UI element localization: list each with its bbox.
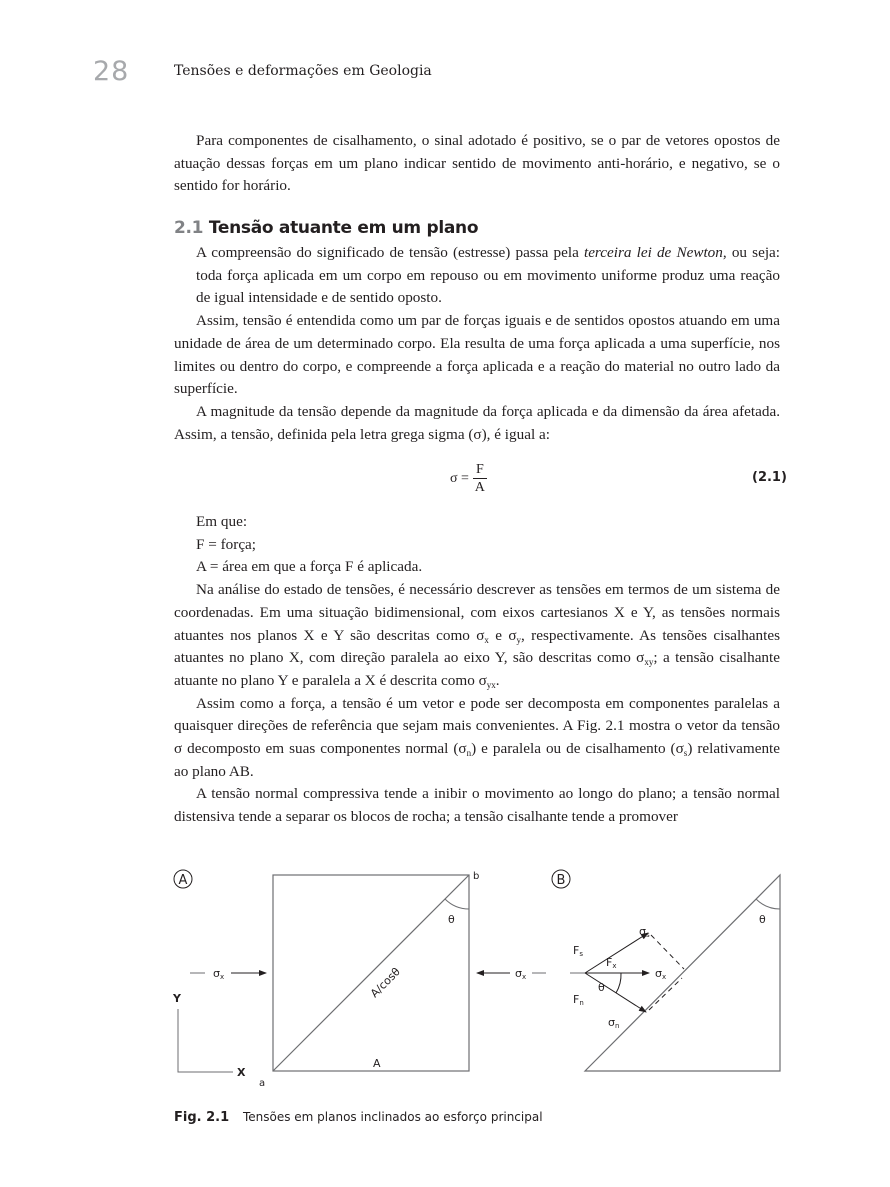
sigma-x-right: σx (515, 967, 527, 981)
panel-a-label: A (178, 873, 188, 888)
shear-vector (585, 933, 648, 973)
definition-item: A = área em que a força F é aplicada. (196, 558, 423, 576)
paragraph-text: ) relativamente ao plano AB. (174, 740, 780, 780)
sigma-n-label: σn (608, 1016, 620, 1030)
subscript: y (516, 634, 522, 645)
subscript: yx (486, 679, 496, 690)
paragraph-text: ; a tensão cisalhante atuante no plano Y e paralela a X é descrita como σ (174, 649, 780, 689)
section-number: 2.1 (174, 218, 204, 238)
f-n-label: Fn (573, 993, 584, 1007)
definitions-and-body (174, 511, 780, 829)
paragraph-text: Na análise do estado de tensões, é necessário descrever as tensões em termos de um sistema de coordenadas. Em uma situação bidimensional, com eixos cartesianos X e Y, as tensões normais atuantes nos planos X e Y são descritas como σ (174, 581, 780, 644)
theta-arc (445, 899, 469, 909)
subscript: xy (644, 657, 654, 668)
figure-caption (174, 1110, 543, 1125)
paragraph-text: Assim como a força, a tensão é um vetor e pode ser decomposta em componentes paralelas a quaisquer direções de referência que sejam mais convenientes. A Fig. 2.1 mostra o vetor da tensão σ decomposto em suas componentes normal (σ (174, 694, 780, 758)
axes-icon (178, 1009, 233, 1072)
corner-a-label: a (259, 1078, 266, 1089)
paragraph-text: , ou seja: toda força aplicada em um corpo em repouso ou em movimento uniforme produz uma reação de igual intensidade e de sentido oposto. (196, 244, 780, 307)
base-label: A (373, 1057, 381, 1070)
theta-vector-label: θ (598, 981, 605, 994)
equation-2-1 (450, 462, 487, 496)
definition-item: F = força; (196, 535, 257, 553)
diagonal-label: A/cosθ (367, 965, 403, 1001)
sigma-x-left: σx (213, 967, 225, 981)
stress-diagram (165, 860, 790, 1100)
paragraph-newton (174, 242, 780, 310)
definitions-intro: Em que: (196, 513, 248, 530)
sigma-x-label: σx (655, 967, 667, 981)
panel-a (172, 870, 546, 1089)
section-title: Tensão atuante em um plano (208, 218, 479, 238)
paragraph-text: . (495, 671, 500, 689)
page-number: 28 (93, 56, 130, 87)
theta-arc (616, 973, 621, 993)
theta-label: θ (448, 913, 455, 926)
inclined-plane (273, 875, 469, 1071)
corner-b-label: b (473, 871, 480, 882)
subscript: n (466, 748, 472, 759)
axis-y-label: Y (173, 992, 181, 1005)
caption-text: Tensões em planos inclinados ao esforço principal (242, 1110, 543, 1124)
running-head: Tensões e deformações em Geologia (174, 63, 432, 79)
figure-2-1 (165, 860, 790, 1100)
intro-paragraph: Para componentes de cisalhamento, o sinal adotado é positivo, se o par de vetores opostos de atuação dessas forças em um plano indicar sentido de movimento anti-horário, e negativo, se o sentido for horário. (174, 132, 780, 195)
normal-vector (585, 973, 646, 1012)
equation-lhs: σ = (450, 471, 469, 486)
caption-label: Fig. 2.1 (174, 1110, 230, 1125)
equation-fraction (473, 462, 487, 496)
section-heading (174, 218, 478, 238)
equation-numerator: F (473, 462, 487, 479)
paragraph-magnitude: A magnitude da tensão depende da magnitude da força aplicada e da dimensão da área afetada. Assim, a tensão, definida pela letra grega sigma (σ), é igual a: (174, 402, 780, 443)
equation-number: (2.1) (752, 470, 787, 485)
f-x-label: Fx (606, 956, 617, 970)
panel-b (552, 870, 780, 1071)
subscript: s (683, 748, 688, 759)
f-s-label: Fs (573, 944, 583, 958)
paragraph-text: A compreensão do significado de tensão (estresse) passa pela (196, 244, 584, 261)
paragraph-coordinates (174, 579, 780, 693)
dashed-projection (651, 935, 684, 969)
dashed-projection (649, 978, 682, 1010)
paragraph-text: e σ (488, 626, 517, 644)
theta-arc (756, 899, 780, 909)
axis-x-label: X (237, 1066, 246, 1079)
panel-b-label: B (556, 873, 566, 888)
equation-denominator: A (474, 480, 485, 495)
paragraph-definition: Assim, tensão é entendida como um par de forças iguais e de sentidos opostos atuando em uma unidade de área de um determinado corpo. Ela resulta de uma força aplicada a uma superfície, nos limites ou dentro do corpo, e compreende a força aplicada e a reação do material no outro lado da superfície. (174, 312, 780, 398)
subscript: x (484, 634, 489, 645)
paragraph-text: , respectivamente. As tensões cisalhantes atuantes no plano X, com direção paralela ao eixo Y, são descritas como σ (174, 626, 781, 667)
paragraph-vector (174, 693, 780, 784)
paragraph-text: ) e paralela ou de cisalhamento (σ (471, 740, 684, 758)
intro-paragraph-block (174, 130, 780, 198)
sigma-s-label: σs (639, 925, 650, 939)
section-body (174, 242, 780, 446)
paragraph-normal-stress: A tensão normal compressiva tende a inibir o movimento ao longo do plano; a tensão normal distensiva tende a separar os blocos de rocha; a tensão cisalhante tende a promover (174, 785, 780, 826)
emphasis-newton: terceira lei de Newton (583, 244, 723, 261)
theta-top-label: θ (759, 913, 766, 926)
